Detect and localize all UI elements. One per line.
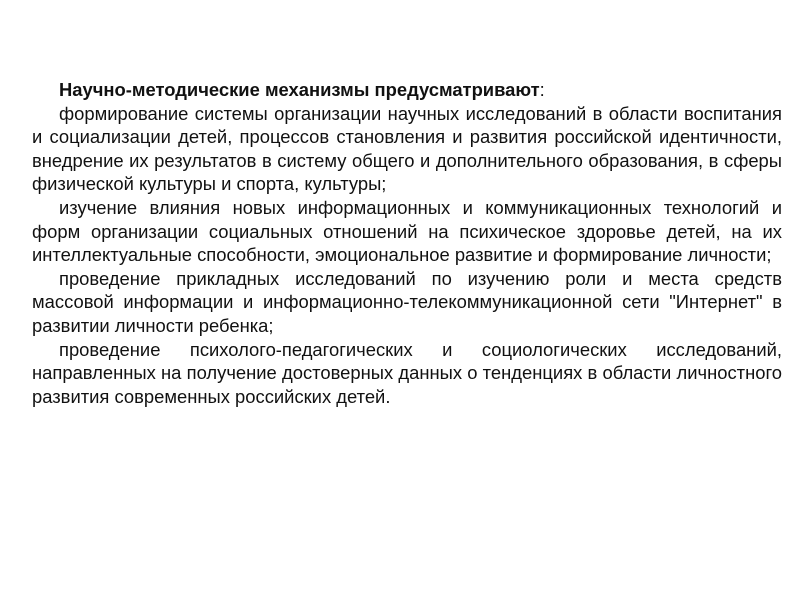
paragraph-psychological-research: проведение психолого-педагогических и социологических исследований, направленных на получение достоверных данных о тенденциях в области личностного развития современных российских детей. xyxy=(32,338,782,407)
heading-line xyxy=(32,78,782,102)
paragraph-media-research: проведение прикладных исследований по изучению роли и места средств массовой информации и информационно-телекоммуникационной сети "Интернет" в развитии личности ребенка; xyxy=(32,267,782,336)
text-block xyxy=(32,78,782,408)
heading-colon: : xyxy=(539,79,545,100)
paragraph-research-system: формирование системы организации научных исследований в области воспитания и социализации детей, процессов становления и развития российской идентичности, внедрение их результатов в систему общего и дополнительного образования, в сферы физической культуры и спорта, культуры; xyxy=(32,102,782,195)
heading-bold-text: Научно-методические механизмы предусматривают xyxy=(59,79,540,100)
paragraph-technology-impact: изучение влияния новых информационных и коммуникационных технологий и форм организации социальных отношений на психическое здоровье детей, на их интеллектуальные способности, эмоциональное развитие и формирование личности; xyxy=(32,196,782,266)
